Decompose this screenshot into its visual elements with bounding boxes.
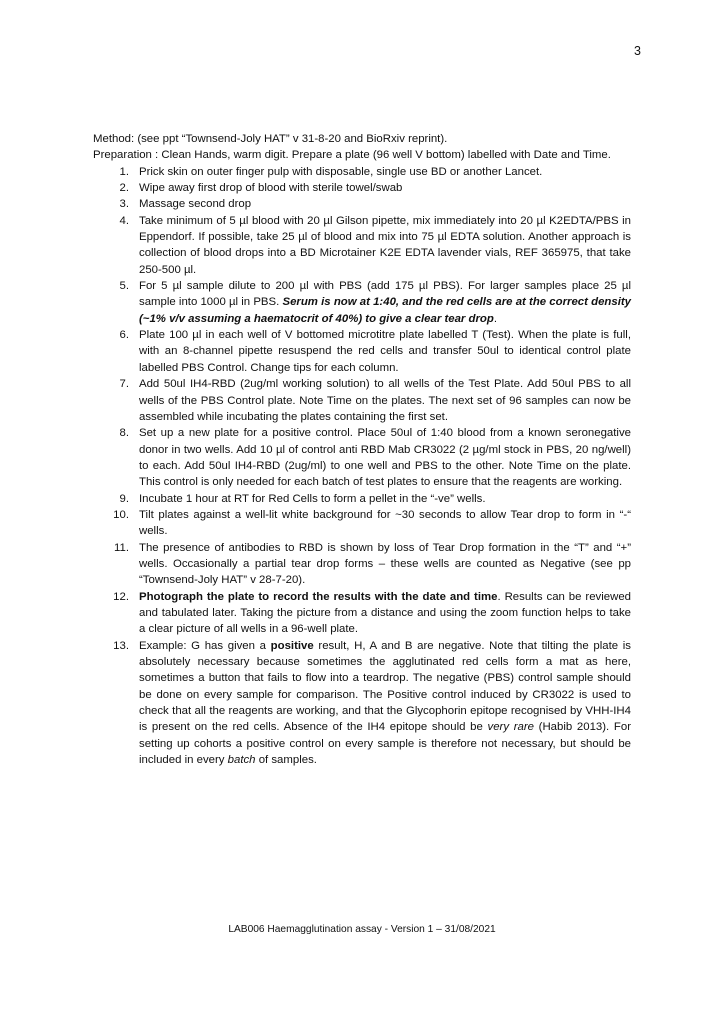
step-text: For 5 µl sample dilute to 200 µl with PBS (add 175 µl PBS). For larger samples place 25 µl sample into 1000 µl in PBS. [139,280,631,309]
page-number: 3 [634,44,641,58]
step-text: Example: G has given a [139,639,271,652]
procedure-step [93,507,631,540]
page-footer: LAB006 Haemagglutination assay - Version 1 – 31/08/2021 [228,924,496,935]
procedure-step [93,589,631,638]
step-text: Take minimum of 5 µl blood with 20 µl Gilson pipette, mix immediately into 20 µl K2EDTA/PBS in Eppendorf. If possible, take 25 µl of blood and mix into 75 µl EDTA solution. Another approach is collection of blood drops into a BD Microtainer K2E EDTA lavender vials, REF 365975, that take 250-500 µl. [139,214,631,276]
procedure-step [93,376,631,425]
step-text: Add 50ul IH4-RBD (2ug/ml working solution) to all wells of the Test Plate. Add 50ul PBS to all wells of the PBS Control plate. Note Time on the plates. The next set of 96 samples can now be assembled while incubating the plates containing the first set. [139,378,631,423]
procedure-step [93,213,631,278]
step-text: result, H, A and B are negative. Note that tilting the plate is absolutely necessary because sometimes the agglutinated red cells form a mat as here, sometimes a button that fails to flow into a teardrop. The negative (PBS) control sample should be done on every sample for comparison. The Positive control induced by CR3022 is used to check that all the reagents are working, and that the Glycophorin epitope recognised by VHH-IH4 is present on the red cells. Absence of the IH4 epitope should be [139,639,631,734]
procedure-step [93,196,631,212]
step-text: Photograph the plate to record the results with the date and time [139,590,498,603]
procedure-step [93,425,631,490]
step-text: Incubate 1 hour at RT for Red Cells to form a pellet in the “-ve” wells. [139,492,486,505]
step-text: Set up a new plate for a positive control. Place 50ul of 1:40 blood from a known seronegative donor in two wells. Add 10 µl of control anti RBD Mab CR3022 (2 µg/ml stock in PBS, 20 ng/well) to each. Add 50ul IH4-RBD (2ug/ml) to one well and PBS to the other. Note Time on the plate. This control is only needed for each batch of test plates to ensure that the reagents are working. [139,427,631,489]
document-body [93,131,631,768]
step-text: Serum is now at 1:40, and the red cells are at the correct density (~1% v/v assuming a haematocrit of 40%) to give a clear tear drop [139,296,631,325]
procedure-step [93,278,631,327]
step-number: 4. [119,214,129,227]
procedure-step [93,540,631,589]
step-text: very rare [487,721,534,734]
step-number: 11. [114,541,129,554]
procedure-step [93,164,631,180]
step-number: 7. [119,378,129,391]
step-text: Tilt plates against a well-lit white background for ~30 seconds to allow Tear drop to form in “-“ wells. [139,508,631,538]
step-text: . [493,312,497,325]
step-text: . Results can be reviewed and tabulated later. Taking the picture from a distance and using the zoom function helps to take a clear picture of all wells in a 96-well plate. [139,590,631,636]
method-line: Method: (see ppt “Townsend-Joly HAT” v 31-8-20 and BioRxiv reprint). [93,133,448,145]
step-number: 9. [119,492,129,505]
step-number: 3. [119,198,129,211]
step-number: 10. [113,508,129,521]
preparation-line: Preparation : Clean Hands, warm digit. Prepare a plate (96 well V bottom) labelled with Date and Time. [93,149,611,162]
step-number: 1. [119,165,129,178]
procedure-step [93,180,631,196]
step-text: The presence of antibodies to RBD is shown by loss of Tear Drop formation in the “T” and “+” wells. Occasionally a partial tear drop forms – these wells are counted as Negative (see pp “Townsend-Joly HAT” v 28-7-20). [139,541,631,587]
procedure-steps-list [93,164,631,769]
step-number: 12. [113,590,129,603]
procedure-step [93,638,631,769]
step-text: batch [227,754,256,767]
step-text: of samples. [255,754,317,767]
step-number: 2. [119,182,129,195]
procedure-step [93,491,631,507]
step-text: Wipe away first drop of blood with sterile towel/swab [139,182,403,195]
step-number: 8. [119,427,129,440]
step-text: positive [270,639,314,652]
step-text: Massage second drop [139,198,252,211]
step-number: 5. [119,280,129,293]
step-text: Plate 100 µl in each well of V bottomed microtitre plate labelled T (Test). When the plate is full, with an 8-channel pipette resuspend the red cells and transfer 50ul to identical control plate labelled PBS Control. Change tips for each column. [139,329,631,374]
step-text: (Habib 2013). For setting up cohorts a positive control on every sample is therefore not necessary, but should be included in every [139,721,631,767]
step-number: 6. [119,329,129,342]
procedure-step [93,327,631,376]
step-text: Prick skin on outer finger pulp with disposable, single use BD or another Lancet. [139,165,543,178]
step-number: 13. [113,639,129,652]
